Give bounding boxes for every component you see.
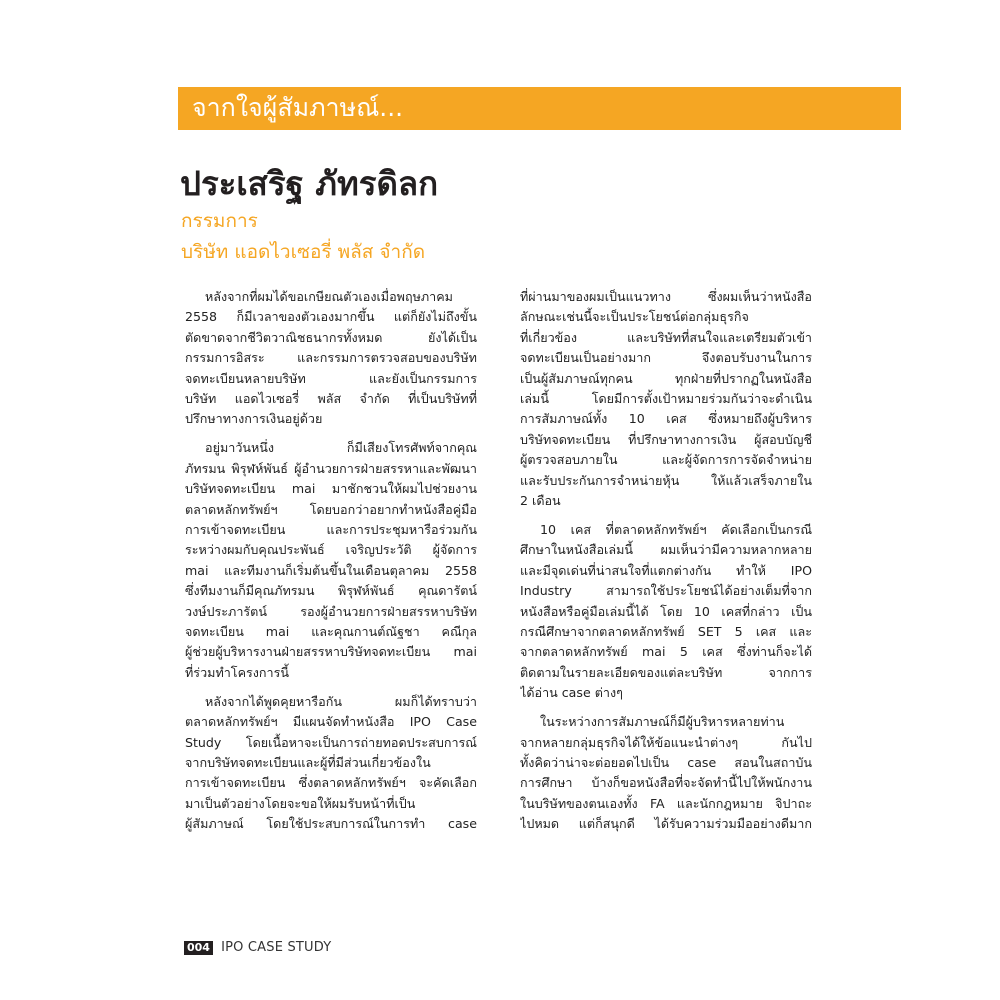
interviewer-position: กรรมการ	[181, 210, 258, 232]
article-line: ผู้ช่วยผู้บริหารงานฝ่ายสรรหาบริษัทจดทะเบียน mai	[185, 644, 477, 660]
article-line: จากบริษัทจดทะเบียนและผู้ที่มีส่วนเกี่ยวข้องใน	[185, 754, 431, 770]
article-line: ซึ่งทีมงานก็มีคุณภัทรมน พิรุฬห์พันธ์ คุณดารัตน์	[185, 583, 477, 599]
article-line: เป็นผู้สัมภาษณ์ทุกคน ทุกฝ่ายที่ปรากฏในหนังสือ	[520, 370, 812, 386]
article-line: การสัมภาษณ์ทั้ง 10 เคส ซึ่งหมายถึงผู้บริหาร	[520, 411, 812, 427]
section-title: จากใจผู้สัมภาษณ์...	[192, 93, 404, 122]
interviewer-name: ประเสริฐ ภัทรดิลก	[180, 164, 439, 203]
article-line: หลังจากที่ผมได้ขอเกษียณตัวเองเมื่อพฤษภาคม	[205, 289, 453, 304]
article-line: ปรึกษาทางการเงินอยู่ด้วย	[185, 411, 323, 427]
article-line: ระหว่างผมกับคุณประพันธ์ เจริญประวัติ ผู้จัดการ	[185, 542, 477, 558]
article-line: การเข้าจดทะเบียน และการประชุมหารือร่วมกัน	[185, 521, 477, 537]
article-line: กรณีศึกษาจากตลาดหลักทรัพย์ SET 5 เคส และ	[520, 623, 812, 639]
article-line: Industry สามารถใช้ประโยชน์ได้อย่างเต็มที่จาก	[520, 583, 812, 599]
article-line: ไปหมด แต่ก็สนุกดี ได้รับความร่วมมืออย่างดีมาก	[520, 816, 812, 832]
article-line: เล่มนี้ โดยมีการตั้งเป้าหมายร่วมกันว่าจะดำเนิน	[520, 390, 812, 406]
article-line: ผู้ตรวจสอบภายใน และผู้จัดการการจัดจำหน่าย	[520, 452, 812, 468]
article-line: หนังสือหรือคู่มือเล่มนี้ได้ โดย 10 เคสที่กล่าว เป็น	[520, 603, 812, 619]
interviewer-company: บริษัท แอดไวเซอรี่ พลัส จำกัด	[181, 241, 426, 263]
article-line: ที่ร่วมทำโครงการนี้	[185, 664, 289, 680]
paragraph-gap	[520, 511, 812, 520]
page-number: 004	[184, 941, 213, 955]
article-line: จากตลาดหลักทรัพย์ mai 5 เคส ซึ่งท่านก็จะได้	[520, 644, 812, 660]
paragraph-gap	[185, 683, 477, 692]
article-line: mai และทีมงานก็เริ่มต้นขึ้นในเดือนตุลาคม 2558	[185, 562, 477, 578]
article-line: 2 เดือน	[520, 492, 561, 508]
article-line: วงษ์ประภารัตน์ รองผู้อำนวยการฝ่ายสรรหาบริษัท	[185, 603, 477, 619]
article-line: ลักษณะเช่นนี้จะเป็นประโยชน์ต่อกลุ่มธุรกิจ	[520, 309, 749, 325]
article-line: และรับประกันการจำหน่ายหุ้น ให้แล้วเสร็จภายใน	[520, 472, 812, 488]
article-line: ที่เกี่ยวข้อง และบริษัทที่สนใจและเตรียมตัวเข้า	[520, 329, 812, 345]
article-line: ภัทรมน พิรุฬห์พันธ์ ผู้อำนวยการฝ่ายสรรหาและพัฒนา	[185, 460, 477, 476]
article-line: ตลาดหลักทรัพย์ฯ โดยบอกว่าอยากทำหนังสือคู่มือ	[185, 501, 477, 517]
article-line: ตัดขาดจากชีวิตวาณิชธนากรทั้งหมด ยังได้เป็น	[185, 329, 477, 345]
article-line: จดทะเบียนหลายบริษัท และยังเป็นกรรมการ	[185, 370, 477, 386]
article-line: ในบริษัทของตนเองทั้ง FA และนักกฎหมาย จิปาถะ	[520, 795, 812, 811]
article-line: และมีจุดเด่นที่น่าสนใจที่แตกต่างกัน ทำให้ IPO	[520, 562, 812, 578]
article-line: จดทะเบียน mai และคุณกานต์ณัฐชา คณีกุล	[185, 623, 477, 639]
article-left-column	[185, 287, 477, 835]
article-line: ทั้งคิดว่าน่าจะต่อยอดไปเป็น case สอนในสถาบัน	[520, 754, 812, 770]
article-line: Study โดยเนื้อหาจะเป็นการถ่ายทอดประสบการณ์	[185, 734, 477, 750]
article-line: ศึกษาในหนังสือเล่มนี้ ผมเห็นว่ามีความหลากหลาย	[520, 542, 812, 558]
article-line: ที่ผ่านมาของผมเป็นแนวทาง ซึ่งผมเห็นว่าหนังสือ	[520, 289, 812, 304]
article-line: บริษัท แอดไวเซอรี่ พลัส จำกัด ที่เป็นบริษัทที่	[185, 390, 477, 406]
article-line: จดทะเบียนเป็นอย่างมาก จึงตอบรับงานในการ	[520, 350, 812, 366]
article-line: 2558 ก็มีเวลาของตัวเองมากขึ้น แต่ก็ยังไม่ถึงขั้น	[185, 309, 477, 325]
article-line: ตลาดหลักทรัพย์ฯ มีแผนจัดทำหนังสือ IPO Case	[185, 714, 477, 730]
paragraph-gap	[185, 430, 477, 439]
article-line: มาเป็นตัวอย่างโดยจะขอให้ผมรับหน้าที่เป็น	[185, 795, 416, 811]
article-line: 10 เคส ที่ตลาดหลักทรัพย์ฯ คัดเลือกเป็นกรณี	[540, 521, 812, 537]
article-line: จากหลายกลุ่มธุรกิจได้ให้ข้อแนะนำต่างๆ กันไป	[520, 734, 812, 750]
article-line: บริษัทจดทะเบียน mai มาชักชวนให้ผมไปช่วยงาน	[185, 481, 477, 497]
article-line: ได้อ่าน case ต่างๆ	[520, 685, 623, 701]
article-line: ในระหว่างการสัมภาษณ์ก็มีผู้บริหารหลายท่าน	[540, 714, 785, 730]
publication-title: IPO CASE STUDY	[221, 940, 332, 955]
paragraph-gap	[520, 704, 812, 713]
page-footer	[184, 937, 331, 954]
article-line: การศึกษา บ้างก็ขอหนังสือที่จะจัดทำนี้ไปให้พนักงาน	[520, 775, 812, 791]
section-banner	[178, 87, 901, 130]
article-line: หลังจากได้พูดคุยหารือกัน ผมก็ได้ทราบว่า	[205, 693, 477, 709]
article-line: อยู่มาวันหนึ่ง ก็มีเสียงโทรศัพท์จากคุณ	[205, 440, 477, 456]
article-line: กรรมการอิสระ และกรรมการตรวจสอบของบริษัท	[185, 350, 477, 366]
article-right-column	[520, 287, 812, 835]
article-line: บริษัทจดทะเบียน ที่ปรึกษาทางการเงิน ผู้สอบบัญชี	[520, 431, 812, 447]
article-line: ผู้สัมภาษณ์ โดยใช้ประสบการณ์ในการทำ case	[185, 816, 477, 832]
article-line: การเข้าจดทะเบียน ซึ่งตลาดหลักทรัพย์ฯ จะคัดเลือก	[185, 775, 477, 791]
article-line: ติดตามในรายละเอียดของแต่ละบริษัท จากการ	[520, 664, 812, 680]
